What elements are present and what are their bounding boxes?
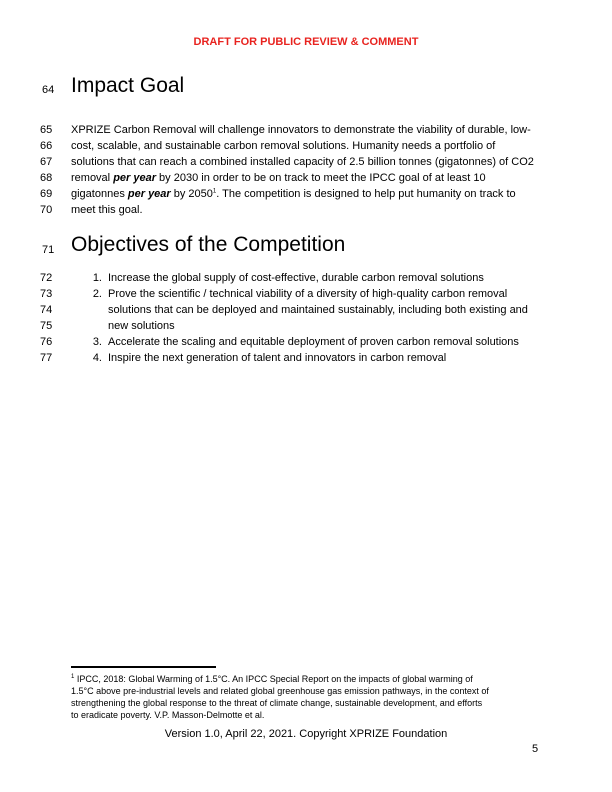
body-line: meet this goal. xyxy=(71,204,143,216)
line-number: 68 xyxy=(40,172,53,184)
section-heading-impact: Impact Goal xyxy=(71,74,185,97)
line-number: 73 xyxy=(40,288,53,300)
line-number: 76 xyxy=(40,336,53,348)
body-line: XPRIZE Carbon Removal will challenge innovators to demonstrate the viability of durable, low- xyxy=(71,124,531,136)
line-number: 67 xyxy=(40,156,53,168)
body-text: removal xyxy=(71,172,114,184)
line-number: 70 xyxy=(40,204,53,216)
list-number: 2. xyxy=(92,288,102,300)
footnote-text: IPCC, 2018: Global Warming of 1.5°C. An IPCC Special Report on the impacts of global warming of xyxy=(74,674,473,684)
line-number: 65 xyxy=(40,124,53,136)
line-number: 77 xyxy=(40,352,53,364)
list-item: Accelerate the scaling and equitable deployment of proven carbon removal solutions xyxy=(108,336,519,348)
body-line: cost, scalable, and sustainable carbon removal solutions. Humanity needs a portfolio of xyxy=(71,140,496,152)
line-number: 72 xyxy=(40,272,53,284)
emphasis-text: per year xyxy=(127,188,171,200)
line-number: 75 xyxy=(40,320,53,332)
list-number: 1. xyxy=(92,272,102,284)
footnote-line: to eradicate poverty. V.P. Masson-Delmotte et al. xyxy=(71,710,265,720)
list-item: Inspire the next generation of talent and innovators in carbon removal xyxy=(108,352,447,364)
list-item: Prove the scientific / technical viability of a diversity of high-quality carbon removal xyxy=(108,288,508,300)
body-text: by 2030 in order to be on track to meet the IPCC goal of at least 10 xyxy=(156,172,486,184)
body-text: by 2050 xyxy=(170,188,213,200)
line-number: 71 xyxy=(42,244,55,256)
list-item-continuation: solutions that can be deployed and maintained sustainably, including both existing and xyxy=(108,304,528,316)
line-number: 64 xyxy=(42,84,55,96)
body-line xyxy=(71,172,486,184)
footnote-marker: 1 xyxy=(71,674,75,680)
footnote-rule xyxy=(71,666,216,668)
list-item-continuation: new solutions xyxy=(108,320,175,332)
emphasis-text: per year xyxy=(113,172,156,184)
page-number: 5 xyxy=(532,743,539,755)
list-number: 4. xyxy=(92,352,102,364)
footnote-line: strengthening the global response to the threat of climate change, sustainable development, and efforts xyxy=(71,698,483,708)
footnote-line: 1.5°C above pre-industrial levels and related global greenhouse gas emission pathways, in the context of xyxy=(71,686,489,696)
list-item: Increase the global supply of cost-effective, durable carbon removal solutions xyxy=(108,272,484,284)
section-heading-objectives: Objectives of the Competition xyxy=(71,233,346,256)
body-text: gigatonnes xyxy=(71,188,128,200)
footnote-line xyxy=(71,674,473,684)
line-number: 74 xyxy=(40,304,53,316)
body-line xyxy=(71,188,516,200)
body-text: . The competition is designed to help put humanity on track to xyxy=(216,188,516,200)
line-number: 66 xyxy=(40,140,53,152)
body-line: solutions that can reach a combined installed capacity of 2.5 billion tonnes (gigatonnes) of CO2 xyxy=(71,156,534,168)
line-number: 69 xyxy=(40,188,53,200)
list-number: 3. xyxy=(92,336,102,348)
draft-banner: DRAFT FOR PUBLIC REVIEW & COMMENT xyxy=(193,36,419,48)
footnote-reference[interactable]: 1 xyxy=(212,188,217,195)
page-footer: Version 1.0, April 22, 2021. Copyright XPRIZE Foundation xyxy=(164,728,448,740)
